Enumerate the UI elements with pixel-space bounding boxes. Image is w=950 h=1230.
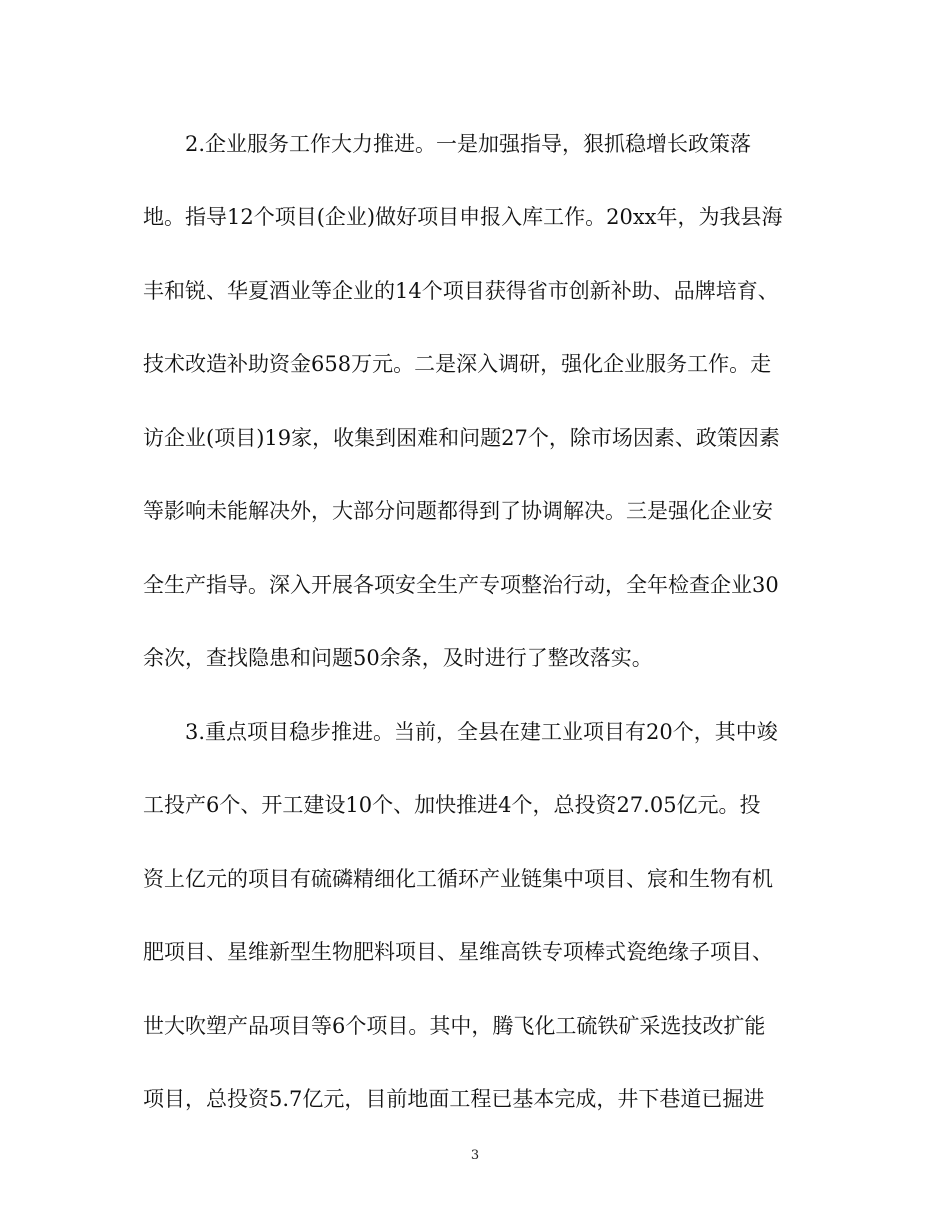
- paragraph-1-line-6: 等影响未能解决外，大部分问题都得到了协调解决。三是强化企业安: [143, 499, 773, 523]
- paragraph-2-line-1: 3.重点项目稳步推进。当前，全县在建工业项目有20个，其中竣: [185, 720, 778, 744]
- paragraph-2-line-3: 资上亿元的项目有硫磷精细化工循环产业链集中项目、宸和生物有机: [143, 867, 773, 891]
- paragraph-2-line-6: 项目，总投资5.7亿元，目前地面工程已基本完成，井下巷道已掘进: [143, 1087, 765, 1111]
- paragraph-1-line-5: 访企业(项目)19家，收集到困难和问题27个，除市场因素、政策因素: [143, 426, 780, 450]
- page-number: 3: [470, 1148, 480, 1163]
- paragraph-1-line-3: 丰和锐、华夏酒业等企业的14个项目获得省市创新补助、品牌培育、: [143, 279, 779, 303]
- paragraph-1-line-8: 余次，查找隐患和问题50余条，及时进行了整改落实。: [143, 646, 653, 670]
- paragraph-2-line-2: 工投产6个、开工建设10个、加快推进4个，总投资27.05亿元。投: [143, 793, 761, 817]
- paragraph-1-line-2: 地。指导12个项目(企业)做好项目申报入库工作。20xx年，为我县海: [143, 205, 783, 229]
- paragraph-1-line-1: 2.企业服务工作大力推进。一是加强指导，狠抓稳增长政策落: [185, 132, 752, 156]
- paragraph-1-line-7: 全生产指导。深入开展各项安全生产专项整治行动，全年检查企业30: [143, 573, 779, 597]
- paragraph-1-line-4: 技术改造补助资金658万元。二是深入调研，强化企业服务工作。走: [143, 352, 772, 376]
- paragraph-2-line-5: 世大吹塑产品项目等6个项目。其中，腾飞化工硫铁矿采选技改扩能: [143, 1014, 766, 1038]
- paragraph-2-line-4: 肥项目、星维新型生物肥料项目、星维高铁专项棒式瓷绝缘子项目、: [143, 940, 773, 964]
